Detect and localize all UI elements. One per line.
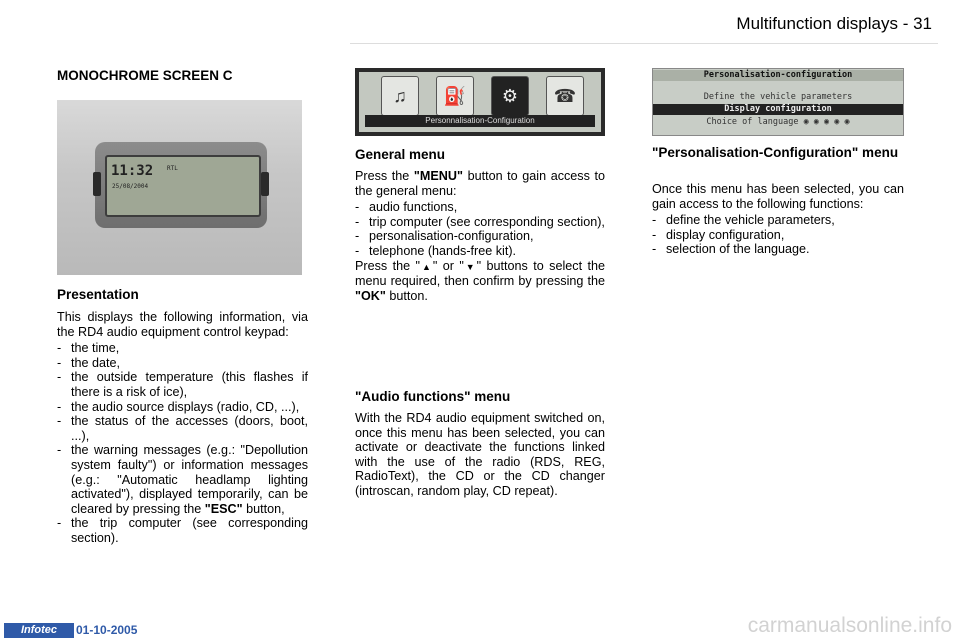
watermark: carmanualsonline.info <box>747 614 952 637</box>
personalisation-screen <box>652 68 904 136</box>
list-item: - telephone (hands-free kit). <box>355 244 605 259</box>
menu-selection-bar: Personnalisation-Configuration <box>365 115 595 127</box>
presentation-list <box>57 341 308 545</box>
dashboard-display-photo <box>57 100 302 275</box>
list-item: - the audio source displays (radio, CD, ...), <box>57 400 308 415</box>
personalisation-icon: ⚙ <box>491 76 529 116</box>
audio-functions-heading: "Audio functions" menu <box>355 389 511 404</box>
general-menu-body <box>355 169 605 303</box>
menu-screen-inner <box>359 72 601 132</box>
text-fragment: " buttons to select the menu required, then confirm by pressing the <box>355 258 605 289</box>
personalisation-intro: Once this menu has been selected, you can gain access to the following functions: <box>652 182 904 211</box>
list-item: - define the vehicle parameters, <box>652 213 904 228</box>
list-item: - the time, <box>57 341 308 356</box>
list-item-tail: button, <box>246 501 285 516</box>
general-menu-intro <box>355 169 605 198</box>
ok-button-label: "OK" <box>355 288 386 303</box>
header-divider <box>350 43 938 44</box>
personalisation-heading: "Personalisation-Configuration" menu <box>652 145 899 160</box>
screen-row-display-configuration: Display configuration <box>653 104 903 115</box>
telephone-icon: ☎ <box>546 76 584 116</box>
display-date: 25/08/2004 <box>112 183 149 190</box>
screen-row-vehicle-parameters: Define the vehicle parameters <box>703 92 853 102</box>
audio-functions-text: With the RD4 audio equipment switched on, once this menu has been selected, you can activate or deactivate the functions linked with the use of the radio (RDS, REG, RadioText), the CD or the CD changer (introscan, random play, CD repeat). <box>355 411 605 498</box>
list-item-text: the warning messages (e.g.: "Depollution system faulty") or information messages (e.g.: "Automatic headlamp lighting activated"), displayed temporarily, can be cleared by pressing the <box>71 443 308 516</box>
trip-computer-icon: ⛽ <box>436 76 474 116</box>
personalisation-body <box>652 182 904 257</box>
general-menu-list <box>355 200 605 258</box>
audio-functions-icon: ♫ <box>381 76 419 116</box>
edition-date: 01-10-2005 <box>76 623 138 637</box>
general-menu-instructions <box>355 259 605 304</box>
text-fragment: button. <box>389 288 428 303</box>
personalisation-list <box>652 213 904 257</box>
list-item: - the trip computer (see corresponding section). <box>57 516 308 545</box>
display-screen <box>105 155 261 217</box>
list-item: - personalisation-configuration, <box>355 229 605 244</box>
down-arrow-icon: ▼ <box>463 261 477 272</box>
list-item: - the status of the accesses (doors, boot, ...), <box>57 414 308 443</box>
esc-button-label: "ESC" <box>204 501 243 516</box>
page-title: Multifunction displays - 31 <box>736 14 932 33</box>
display-right-button <box>261 172 269 196</box>
list-item: - the outside temperature (this flashes if there is a risk of ice), <box>57 370 308 399</box>
list-item: - the date, <box>57 356 308 371</box>
presentation-heading: Presentation <box>57 287 139 302</box>
section-heading-monochrome: MONOCHROME SCREEN C <box>57 68 233 83</box>
display-left-button <box>93 172 101 196</box>
display-radio: RTL <box>167 165 178 172</box>
infotec-logo: Infotec <box>4 623 74 638</box>
presentation-body <box>57 310 308 546</box>
presentation-intro: This displays the following information, via the RD4 audio equipment control keypad: <box>57 310 308 339</box>
text-fragment: button to gain access to the general menu: <box>355 169 606 198</box>
list-item: - display configuration, <box>652 228 904 243</box>
list-item: - audio functions, <box>355 200 605 215</box>
display-bezel <box>95 142 267 228</box>
list-item: - selection of the language. <box>652 242 904 257</box>
screen-row-language: Choice of language ◉ ◉ ◉ ◉ ◉ <box>706 117 850 127</box>
menu-button-label: "MENU" <box>413 169 463 183</box>
list-item <box>57 443 308 516</box>
text-fragment: Press the " <box>355 258 421 273</box>
screen-title: Personalisation-configuration <box>653 70 903 81</box>
list-item: - trip computer (see corresponding section), <box>355 215 605 230</box>
general-menu-screen <box>355 68 605 136</box>
general-menu-heading: General menu <box>355 147 446 162</box>
display-time: 11:32 <box>111 163 154 179</box>
text-fragment: " or " <box>432 258 464 273</box>
text-fragment: Press the <box>355 169 410 183</box>
up-arrow-icon: ▲ <box>420 261 433 272</box>
audio-functions-body <box>355 411 605 499</box>
